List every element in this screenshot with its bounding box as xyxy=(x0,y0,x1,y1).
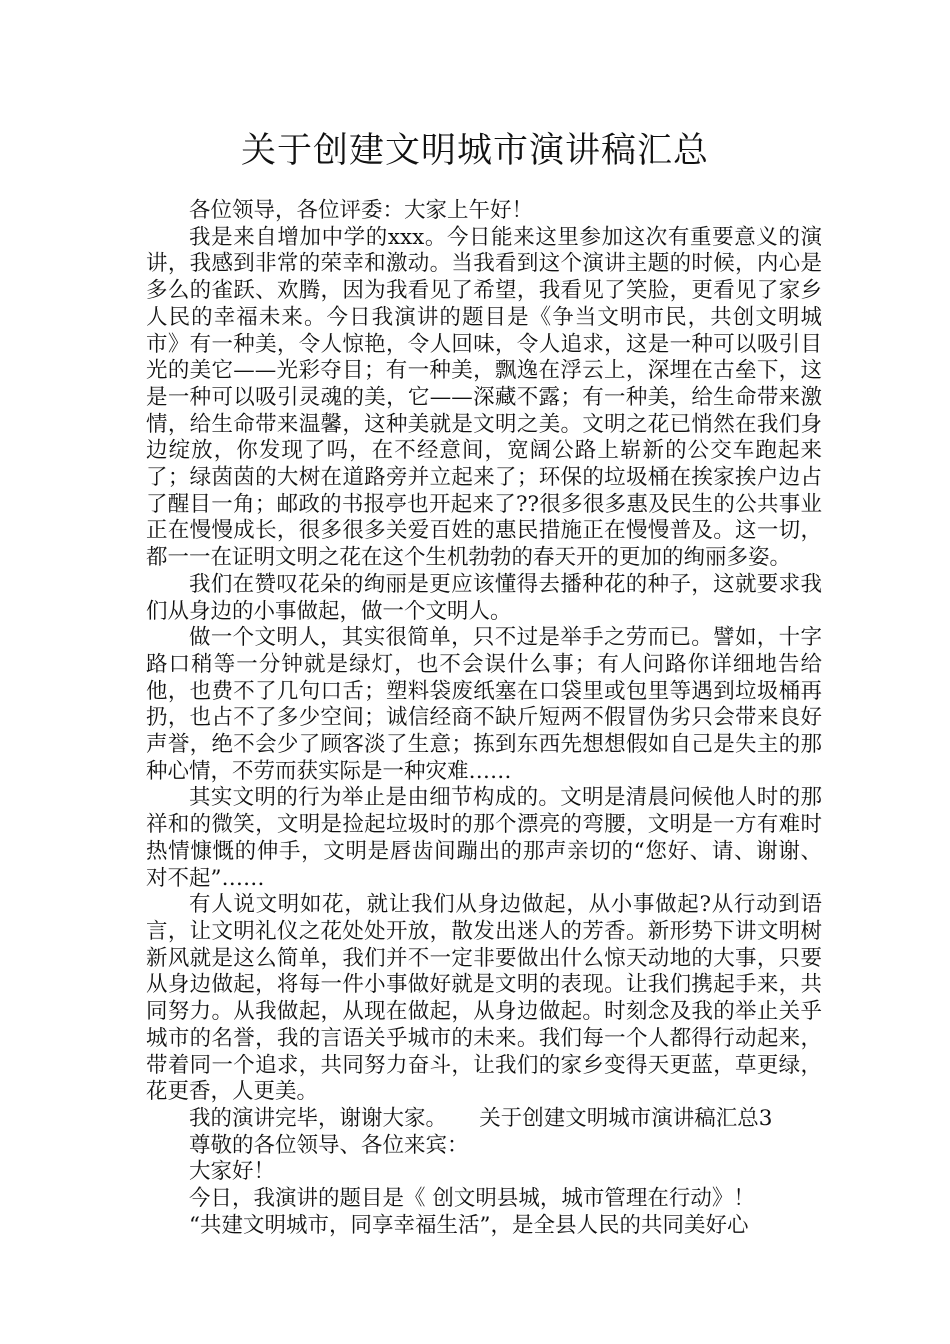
paragraph-greeting: 各位领导，各位评委：大家上午好！ xyxy=(189,198,534,223)
paragraph-civilized-person: 做一个文明人，其实很简单，只不过是举手之劳而已。譬如，十字路口稍等一分钟就是绿灯，也不会误什么事；有人问路你详细地告给他，也费不了几句口舌；塑料袋废纸塞在口袋里或包里等遇到垃圾桶再扔，也占不了多少空间；诚信经商不缺斤短两不假冒伪劣只会带来良好声誉，绝不会少了顾客淡了生意；拣到东西先想想假如自己是失主的那种心情，不劳而获实际是一种灾难…… xyxy=(146,625,822,784)
paragraph-introduction: 我是来自增加中学的xxx。今日能来这里参加这次有重要意义的演讲，我感到非常的荣幸和激动。当我看到这个演讲主题的时候，内心是多么的雀跃、欢腾，因为我看见了希望，我看见了笑脸，更看见了家乡人民的幸福未来。今日我演讲的题目是《争当文明市民，共创文明城市》有一种美，令人惊艳，令人回味，令人追求，这是一种可以吸引目光的美它——光彩夺目；有一种美，飘逸在浮云上，深埋在古垒下，这是一种可以吸引灵魂的美，它——深藏不露；有一种美，给生命带来激情，给生命带来温馨，这种美就是文明之美。文明之花已悄然在我们身边绽放，你发现了吗，在不经意间，宽阔公路上崭新的公交车跑起来了；绿茵茵的大树在道路旁并立起来了；环保的垃圾桶在挨家挨户边占了醒目一角；邮政的书报亭也开起来了??很多很多惠及民生的公共事业正在慢慢成长，很多很多关爱百姓的惠民措施正在慢慢普及。这一切，都一一在证明文明之花在这个生机勃勃的春天开的更加的绚丽多姿。 xyxy=(146,224,822,571)
paragraph-start-small: 我们在赞叹花朵的绚丽是更应该懂得去播种花的种子，这就要求我们从身边的小事做起，做一个文明人。 xyxy=(146,571,822,624)
paragraph-second-greeting: 大家好！ xyxy=(189,1159,276,1185)
document-title: 关于创建文明城市演讲稿汇总 xyxy=(240,131,709,171)
document-body xyxy=(146,198,822,1239)
paragraph-second-salutation: 尊敬的各位领导、各位来宾： xyxy=(189,1132,469,1158)
paragraph-second-topic: 今日，我演讲的题目是《 创文明县城，城市管理在行动》！ xyxy=(189,1186,755,1212)
paragraph-civilization-flower: 有人说文明如花，就让我们从身边做起，从小事做起?从行动到语言，让文明礼仪之花处处开放，散发出迷人的芳香。新形势下讲文明树新风就是这么简单，我们并不一定非要做出什么惊天动地的大事，只要从身边做起，将每一件小事做好就是文明的表现。让我们携起手来，共同努力。从我做起，从现在做起，从身边做起。时刻念及我的举止关乎城市的名誉，我的言语关乎城市的未来。我们每一个人都得行动起来，带着同一个追求，共同努力奋斗，让我们的家乡变得天更蓝，草更绿，花更香，人更美。 xyxy=(146,892,822,1105)
paragraph-civilized-details: 其实文明的行为举止是由细节构成的。文明是清晨问候他人时的那祥和的微笑，文明是捡起垃圾时的那个漂亮的弯腰，文明是一方有难时热情慷慨的伸手，文明是唇齿间蹦出的那声亲切的“您好、请、谢谢、对不起”…… xyxy=(146,785,822,891)
paragraph-closing: 我的演讲完毕，谢谢大家。 关于创建文明城市演讲稿汇总3 xyxy=(189,1105,773,1131)
paragraph-second-slogan: “共建文明城市，同享幸福生活”，是全县人民的共同美好心 xyxy=(189,1212,749,1238)
